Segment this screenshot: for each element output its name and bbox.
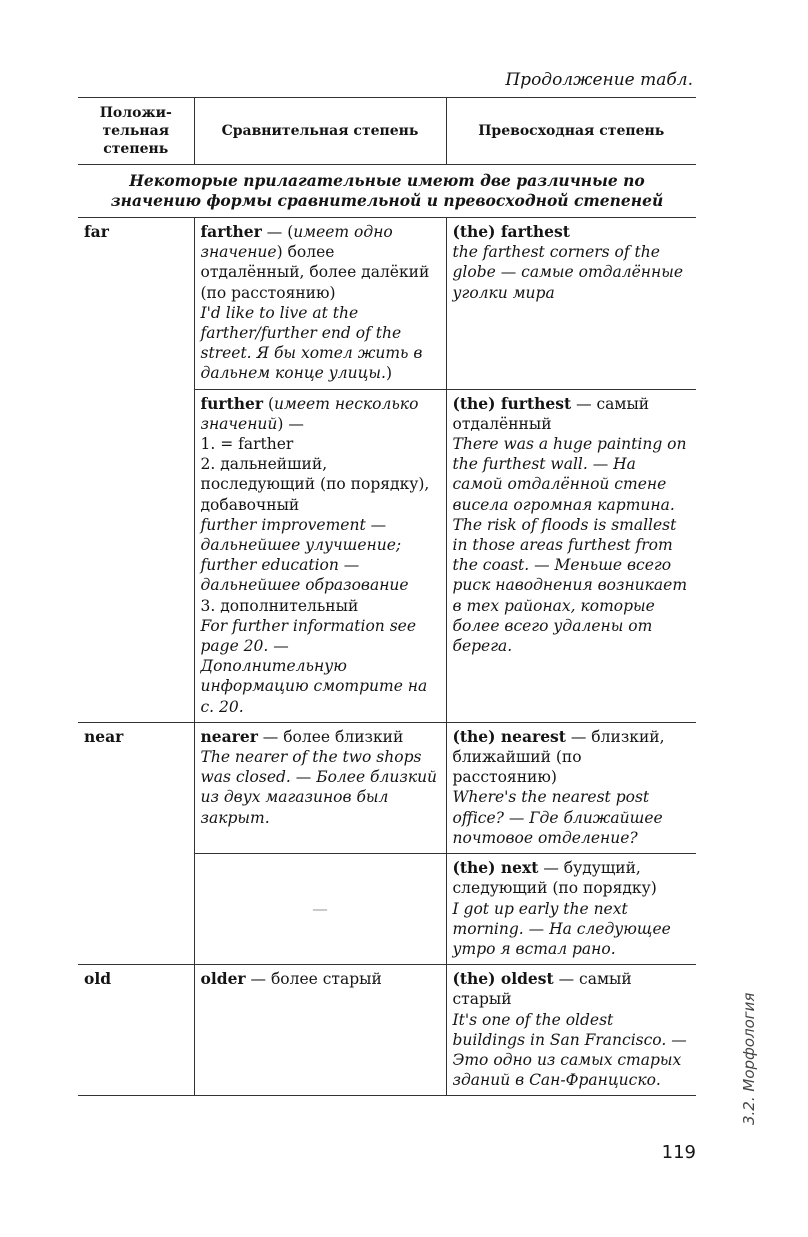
superlative-furthest — [446, 389, 696, 722]
meaning-1: 1. = farther — [200, 435, 294, 454]
adjective-degrees-table — [78, 97, 696, 1096]
table-continuation-label: Продолжение табл. — [505, 70, 693, 90]
superlative-farthest — [446, 218, 696, 390]
table-header-row — [78, 98, 696, 165]
table-row-far-2 — [78, 389, 696, 722]
comparative-older — [194, 965, 446, 1096]
superlative-nearest — [446, 722, 696, 853]
positive-empty — [78, 854, 194, 965]
positive-empty — [78, 389, 194, 722]
translation: — будущий, следующий (по порядку) — [452, 859, 657, 898]
translation: — самый старый — [452, 970, 632, 1009]
section-side-label: 3.2. Морфология — [740, 992, 758, 1125]
table-row-old — [78, 965, 696, 1096]
note-row — [78, 165, 696, 218]
text: ) — [385, 364, 393, 383]
superlative-oldest — [446, 965, 696, 1096]
header-superlative: Превосходная степень — [446, 98, 696, 165]
example: I got up early the next morning. — На следующее утро я встал рано. — [452, 899, 671, 958]
word-nearest: (the) nearest — [452, 726, 566, 746]
page-number: 119 — [661, 1142, 696, 1163]
comparative-farther — [194, 218, 446, 390]
positive-old: old — [84, 969, 112, 989]
usage-note: имеет одно значение — [200, 223, 393, 262]
text: ) — — [277, 414, 304, 433]
example: For further information see page 20. — Дополнительную информацию смотрите на с. 20. — [200, 616, 428, 716]
translation: — самый отдалённый — [452, 394, 650, 433]
translation: — более старый — [245, 970, 382, 989]
positive-far: far — [84, 222, 109, 241]
text: — ( — [261, 223, 294, 241]
word-farther: farther — [200, 222, 262, 241]
meaning-2: 2. дальнейший, последующий (по порядку), добавочный — [200, 455, 430, 514]
positive-near: near — [84, 726, 124, 746]
word-further: further — [200, 393, 264, 413]
example: I'd like to live at the farther/further end of the street. Я бы хотел жить в дальнем конце улицы. — [200, 303, 423, 383]
translation: — близкий, ближайший (по расстоянию) — [452, 727, 665, 787]
meaning-3: 3. дополнительный — [200, 596, 359, 615]
comparative-further — [194, 389, 446, 722]
table-row-near-2 — [78, 854, 696, 965]
table-row-near-1 — [78, 722, 696, 853]
word-oldest: (the) oldest — [452, 969, 554, 989]
example: further improvement — дальнейшее улучшение; further education — дальнейшее образование — [200, 515, 409, 595]
example: The nearer of the two shops was closed. — Более близкий из двух магазинов был закрыт. — [200, 748, 438, 827]
comparative-nearer — [194, 722, 446, 853]
text: ( — [263, 394, 275, 413]
table-note: Некоторые прилагательные имеют две различные по значению формы сравнительной и превосходной степеней — [110, 171, 664, 210]
example: There was a huge painting on the furthest wall. — На самой отдалённой стене висела огромная картина. The risk of floods is smallest in those areas furthest from the coast. — Меньше всего риск наводнения возникает в тех районах, которые более всего удалены от берега. — [452, 435, 688, 656]
word-nearer: nearer — [200, 726, 258, 746]
header-comparative: Сравнительная степень — [194, 98, 446, 165]
example: Where's the nearest post office? — Где ближайшее почтовое отделение? — [452, 788, 663, 847]
comparative-empty-dash: — — [194, 854, 446, 965]
translation: — более близкий — [257, 727, 404, 746]
word-farthest: (the) farthest — [452, 222, 570, 241]
usage-note: имеет несколько значений — [200, 394, 419, 433]
word-furthest: (the) furthest — [452, 393, 572, 413]
word-older: older — [200, 969, 246, 989]
example: It's one of the oldest buildings in San Francisco. — Это одно из самых старых зданий в Сан-Франциско. — [452, 1010, 687, 1090]
word-next: (the) next — [452, 858, 539, 878]
header-positive: Положи-тельная степень — [99, 105, 172, 157]
example: the farthest corners of the globe — самые отдалённые уголки мира — [452, 243, 684, 302]
superlative-next — [446, 854, 696, 965]
translation: ) более отдалённый, более далёкий (по расстоянию) — [200, 243, 430, 302]
table-row-far-1 — [78, 218, 696, 390]
